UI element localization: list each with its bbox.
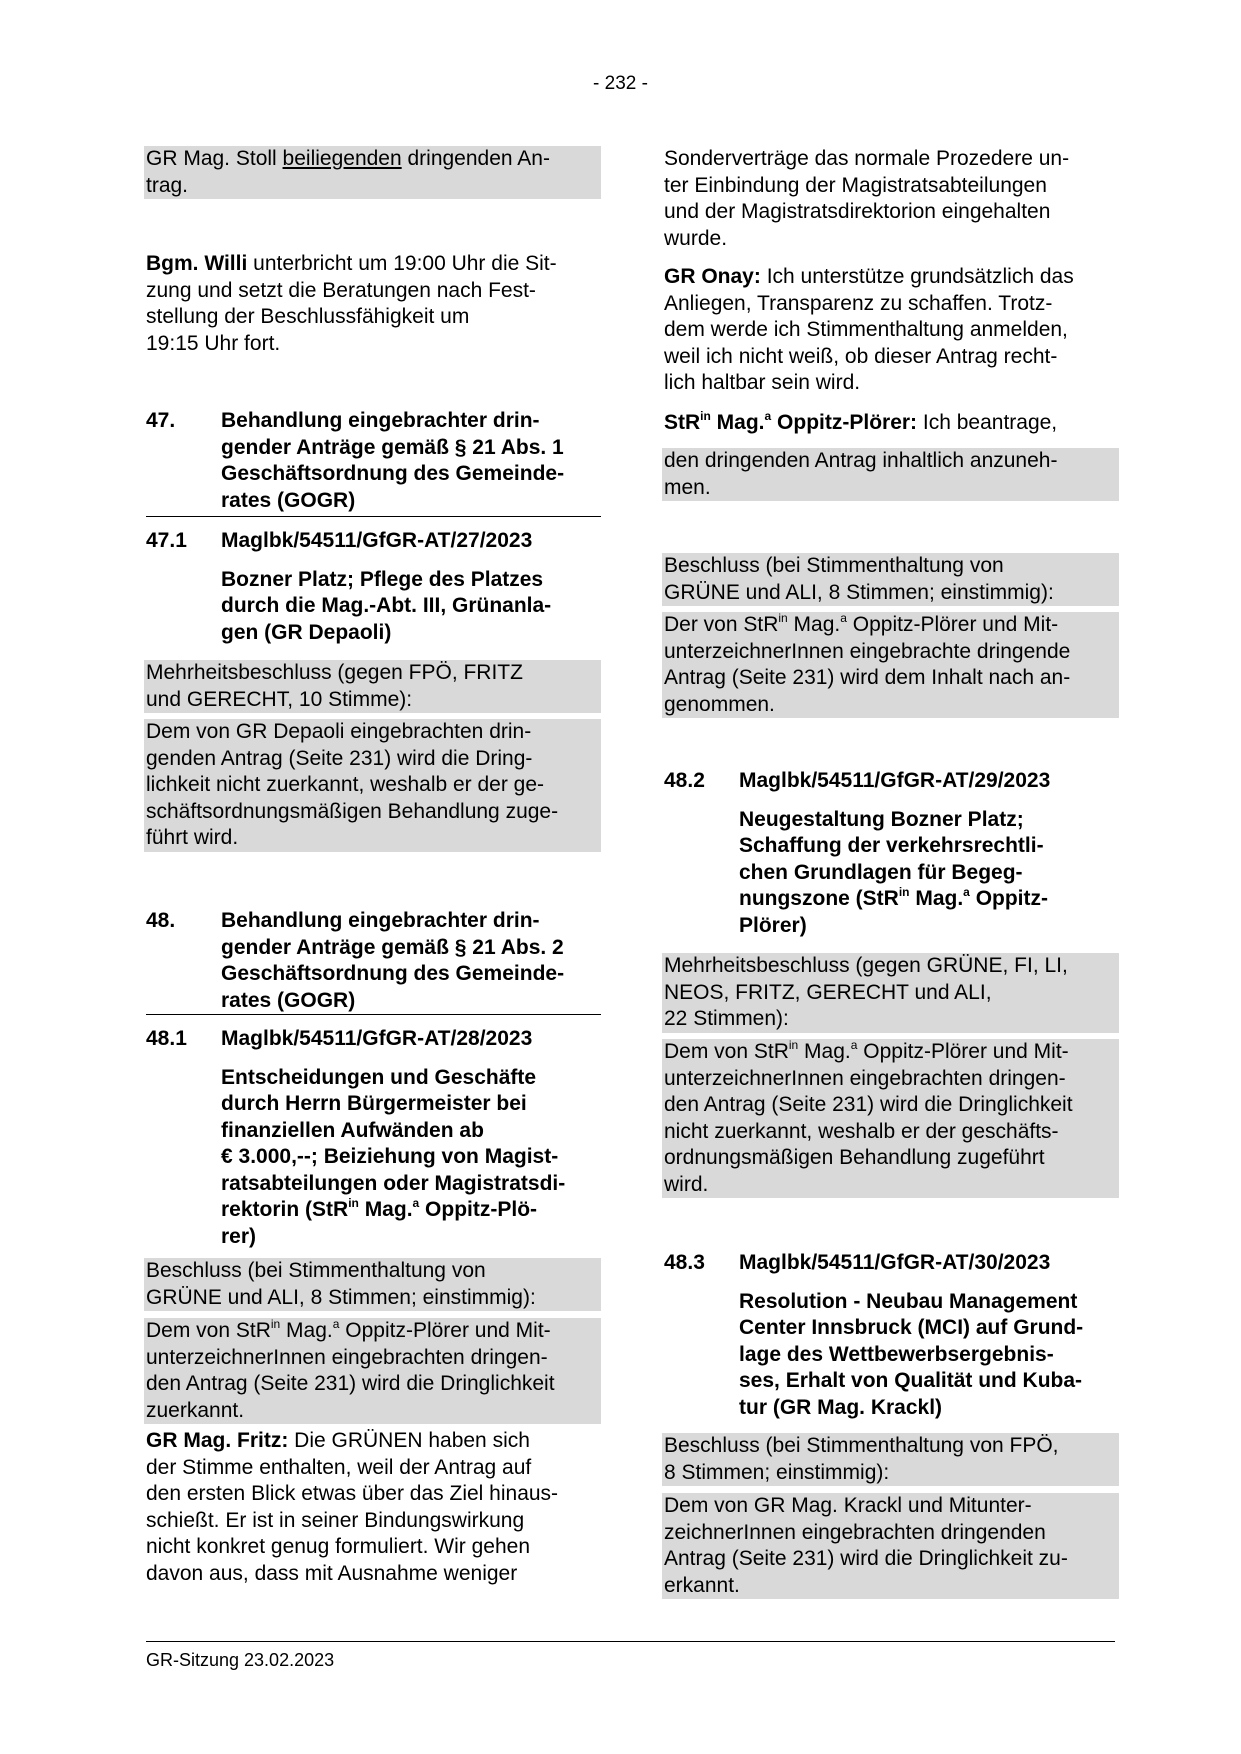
speaker-name: Bgm. Willi xyxy=(146,252,248,275)
paragraph-stoll: GR Mag. Stoll beiliegenden dringenden An- trag. xyxy=(144,146,601,199)
decision-text-48-2: Dem von StR$^{in}$ Mag.$^a$ Oppitz-Plörer und Mit- unterzeichnerInnen eingebrachten dringen- den Antrag (Seite 231) wird die Dringlichkeit nicht zuerkannt, weshalb er der geschäfts- ordnungsmäßigen Behandlung zugeführt wird. xyxy=(662,1039,1119,1198)
paragraph-willi: Bgm. Willi unterbricht um 19:00 Uhr die Sit- zung und setzt die Beratungen nach Fest- stellung der Beschlussfähigkeit um 19:15 Uhr fort. xyxy=(146,252,557,355)
resolution-48-2: Mehrheitsbeschluss (gegen GRÜNE, FI, LI, NEOS, FRITZ, GERECHT und ALI, 22 Stimmen): xyxy=(662,953,1119,1033)
speaker-name: GR Onay: xyxy=(664,265,761,288)
resolution-48-1: Beschluss (bei Stimmenthaltung von GRÜNE und ALI, 8 Stimmen; einstimmig): xyxy=(144,1258,601,1311)
decision-text-48-1: Dem von StR$^{in}$ Mag.$^a$ Oppitz-Plörer und Mit- unterzeichnerInnen eingebrachten dringen- den Antrag (Seite 231) wird die Dringlichkeit zuerkannt. xyxy=(144,1318,601,1424)
speaker-name: StR$^{in}$ Mag.$^a$ Oppitz-Plörer: xyxy=(664,409,918,434)
page-number: - 232 - xyxy=(593,73,648,94)
paragraph-onay: GR Onay: Ich unterstütze grundsätzlich das Anliegen, Transparenz zu schaffen. Trotz- dem werde ich Stimmenthaltung anmelden, weil ich nicht weiß, ob dieser Antrag recht- lich haltbar sein wird. xyxy=(664,265,1074,394)
decision-text-48-3: Dem von GR Mag. Krackl und Mitunter- zeichnerInnen eingebrachten dringenden Antrag (Seite 231) wird die Dringlichkeit zu- erkannt. xyxy=(662,1493,1119,1599)
paragraph-continued: Sonderverträge das normale Prozedere un- ter Einbindung der Magistratsabteilungen und der Magistratsdirektorion eingehalten wurde. xyxy=(664,147,1070,250)
decision-text-47-1: Dem von GR Depaoli eingebrachten drin- genden Antrag (Seite 231) wird die Dring- lichkeit nicht zuerkannt, weshalb er der ge- schäftsordnungsmäßigen Behandlung zuge- führt wird. xyxy=(144,719,601,852)
paragraph-oppitz-ploerer: StR$^{in}$ Mag.$^a$ Oppitz-Plörer: Ich beantrage, xyxy=(664,409,1058,434)
motion-text: den dringenden Antrag inhaltlich anzuneh- men. xyxy=(662,448,1119,501)
footer-divider xyxy=(146,1641,1115,1642)
footer-text: GR-Sitzung 23.02.2023 xyxy=(146,1650,335,1670)
paragraph-fritz: GR Mag. Fritz: Die GRÜNEN haben sich der Stimme enthalten, weil der Antrag auf den ersten Blick etwas über das Ziel hinaus- schießt. Er ist in seiner Bindungswirkung nicht konkret genug formuliert. Wir gehen davon aus, dass mit Ausnahme weniger xyxy=(146,1429,559,1585)
divider xyxy=(146,1014,601,1015)
decision-text-content: Der von StR$^{in}$ Mag.$^a$ Oppitz-Plörer und Mit- unterzeichnerInnen eingebrachte dringende Antrag (Seite 231) wird dem Inhalt nach an- genommen. xyxy=(662,612,1119,718)
speaker-name: GR Mag. Fritz: xyxy=(146,1429,289,1452)
underlined-word: beiliegenden xyxy=(282,147,402,170)
divider xyxy=(146,516,601,517)
resolution-content: Beschluss (bei Stimmenthaltung von GRÜNE und ALI, 8 Stimmen; einstimmig): xyxy=(662,553,1119,606)
resolution-48-3: Beschluss (bei Stimmenthaltung von FPÖ, 8 Stimmen; einstimmig): xyxy=(662,1433,1119,1486)
resolution-47-1: Mehrheitsbeschluss (gegen FPÖ, FRITZ und GERECHT, 10 Stimme): xyxy=(144,660,601,713)
